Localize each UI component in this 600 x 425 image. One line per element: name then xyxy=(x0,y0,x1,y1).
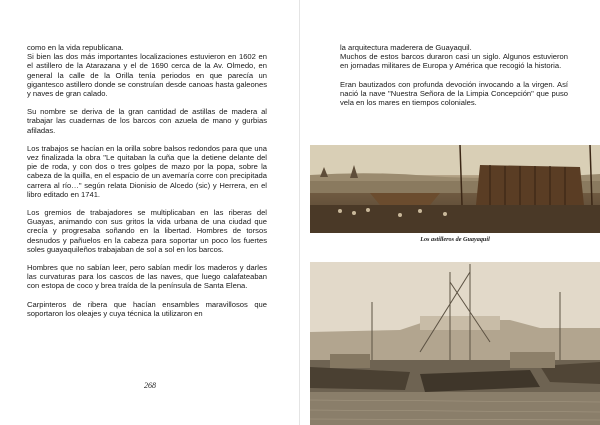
right-text-column xyxy=(340,43,568,107)
shipyard-painting-illustration xyxy=(310,145,600,233)
historic-boats-illustration xyxy=(310,262,600,425)
page-number: 268 xyxy=(144,381,156,390)
paragraph: la arquitectura maderera de Guayaquil. Muchos de estos barcos duraron casi un siglo. Algunos estuvieron en jornadas militares de Europa y América que recogió la historia. xyxy=(340,43,568,71)
paragraph: como en la vida republicana. Si bien las dos más importantes localizaciones estuvieron en 1602 en el astillero de la Atarazana y el de 1690 cerca de la Av. Olmedo, en general la calle de la Orilla tenía periodos en que parecía un gigantesco astillero donde se construían desde canoas hasta galeones y naves de gran calado. xyxy=(27,43,267,99)
paragraph: Los trabajos se hacían en la orilla sobre balsos redondos para que una vez finalizada la obra "Le quitaban la cuña que la detiene delante del pie de roda, y con dos o tres golpes de mazo por la popa, sobre la cabeza de la quilla, en el espacio de un avemaría corre con precipitada carrera al río…" según relata Dionisio de Alcedo (sic) y Herrera, en el libro editado en 1741. xyxy=(27,143,267,199)
paragraph: Carpinteros de ribera que hacían ensambles maravillosos que soportaron los oleajes y cuya técnica la utilizaron en xyxy=(27,299,267,318)
shipyard-painting-photo xyxy=(310,145,600,233)
historic-boats-photo xyxy=(310,262,600,425)
left-text-column xyxy=(27,43,267,318)
photo-caption: Los astilleros de Guayaquil xyxy=(420,236,490,243)
paragraph: Eran bautizados con profunda devoción invocando a la virgen. Así nació la nave "Nuestra Señora de la Limpia Concepción" que puso vela en los mares en tiempos coloniales. xyxy=(340,79,568,108)
paragraph: Los gremios de trabajadores se multiplicaban en las riberas del Guayas, animando con sus gritos la vida urbana de una ciudad que crecía y progresaba soñando en la libertad. Hombres de torsos desnudos y pañuelos en la cabeza para soportar un poco los fuertes soles guayaquileños trabajaban de sol a sol en los barcos. xyxy=(27,208,267,254)
paragraph: Hombres que no sabían leer, pero sabían medir los maderos y darles las curvaturas para los cascos de las naves, que luego calafateaban con estopa de coco y brea traída de la península de Santa Elena. xyxy=(27,263,267,291)
paragraph: Su nombre se deriva de la gran cantidad de astillas de madera al trabajar las cuadernas de los barcos con azuela de mano y gurbias afiladas. xyxy=(27,107,267,135)
